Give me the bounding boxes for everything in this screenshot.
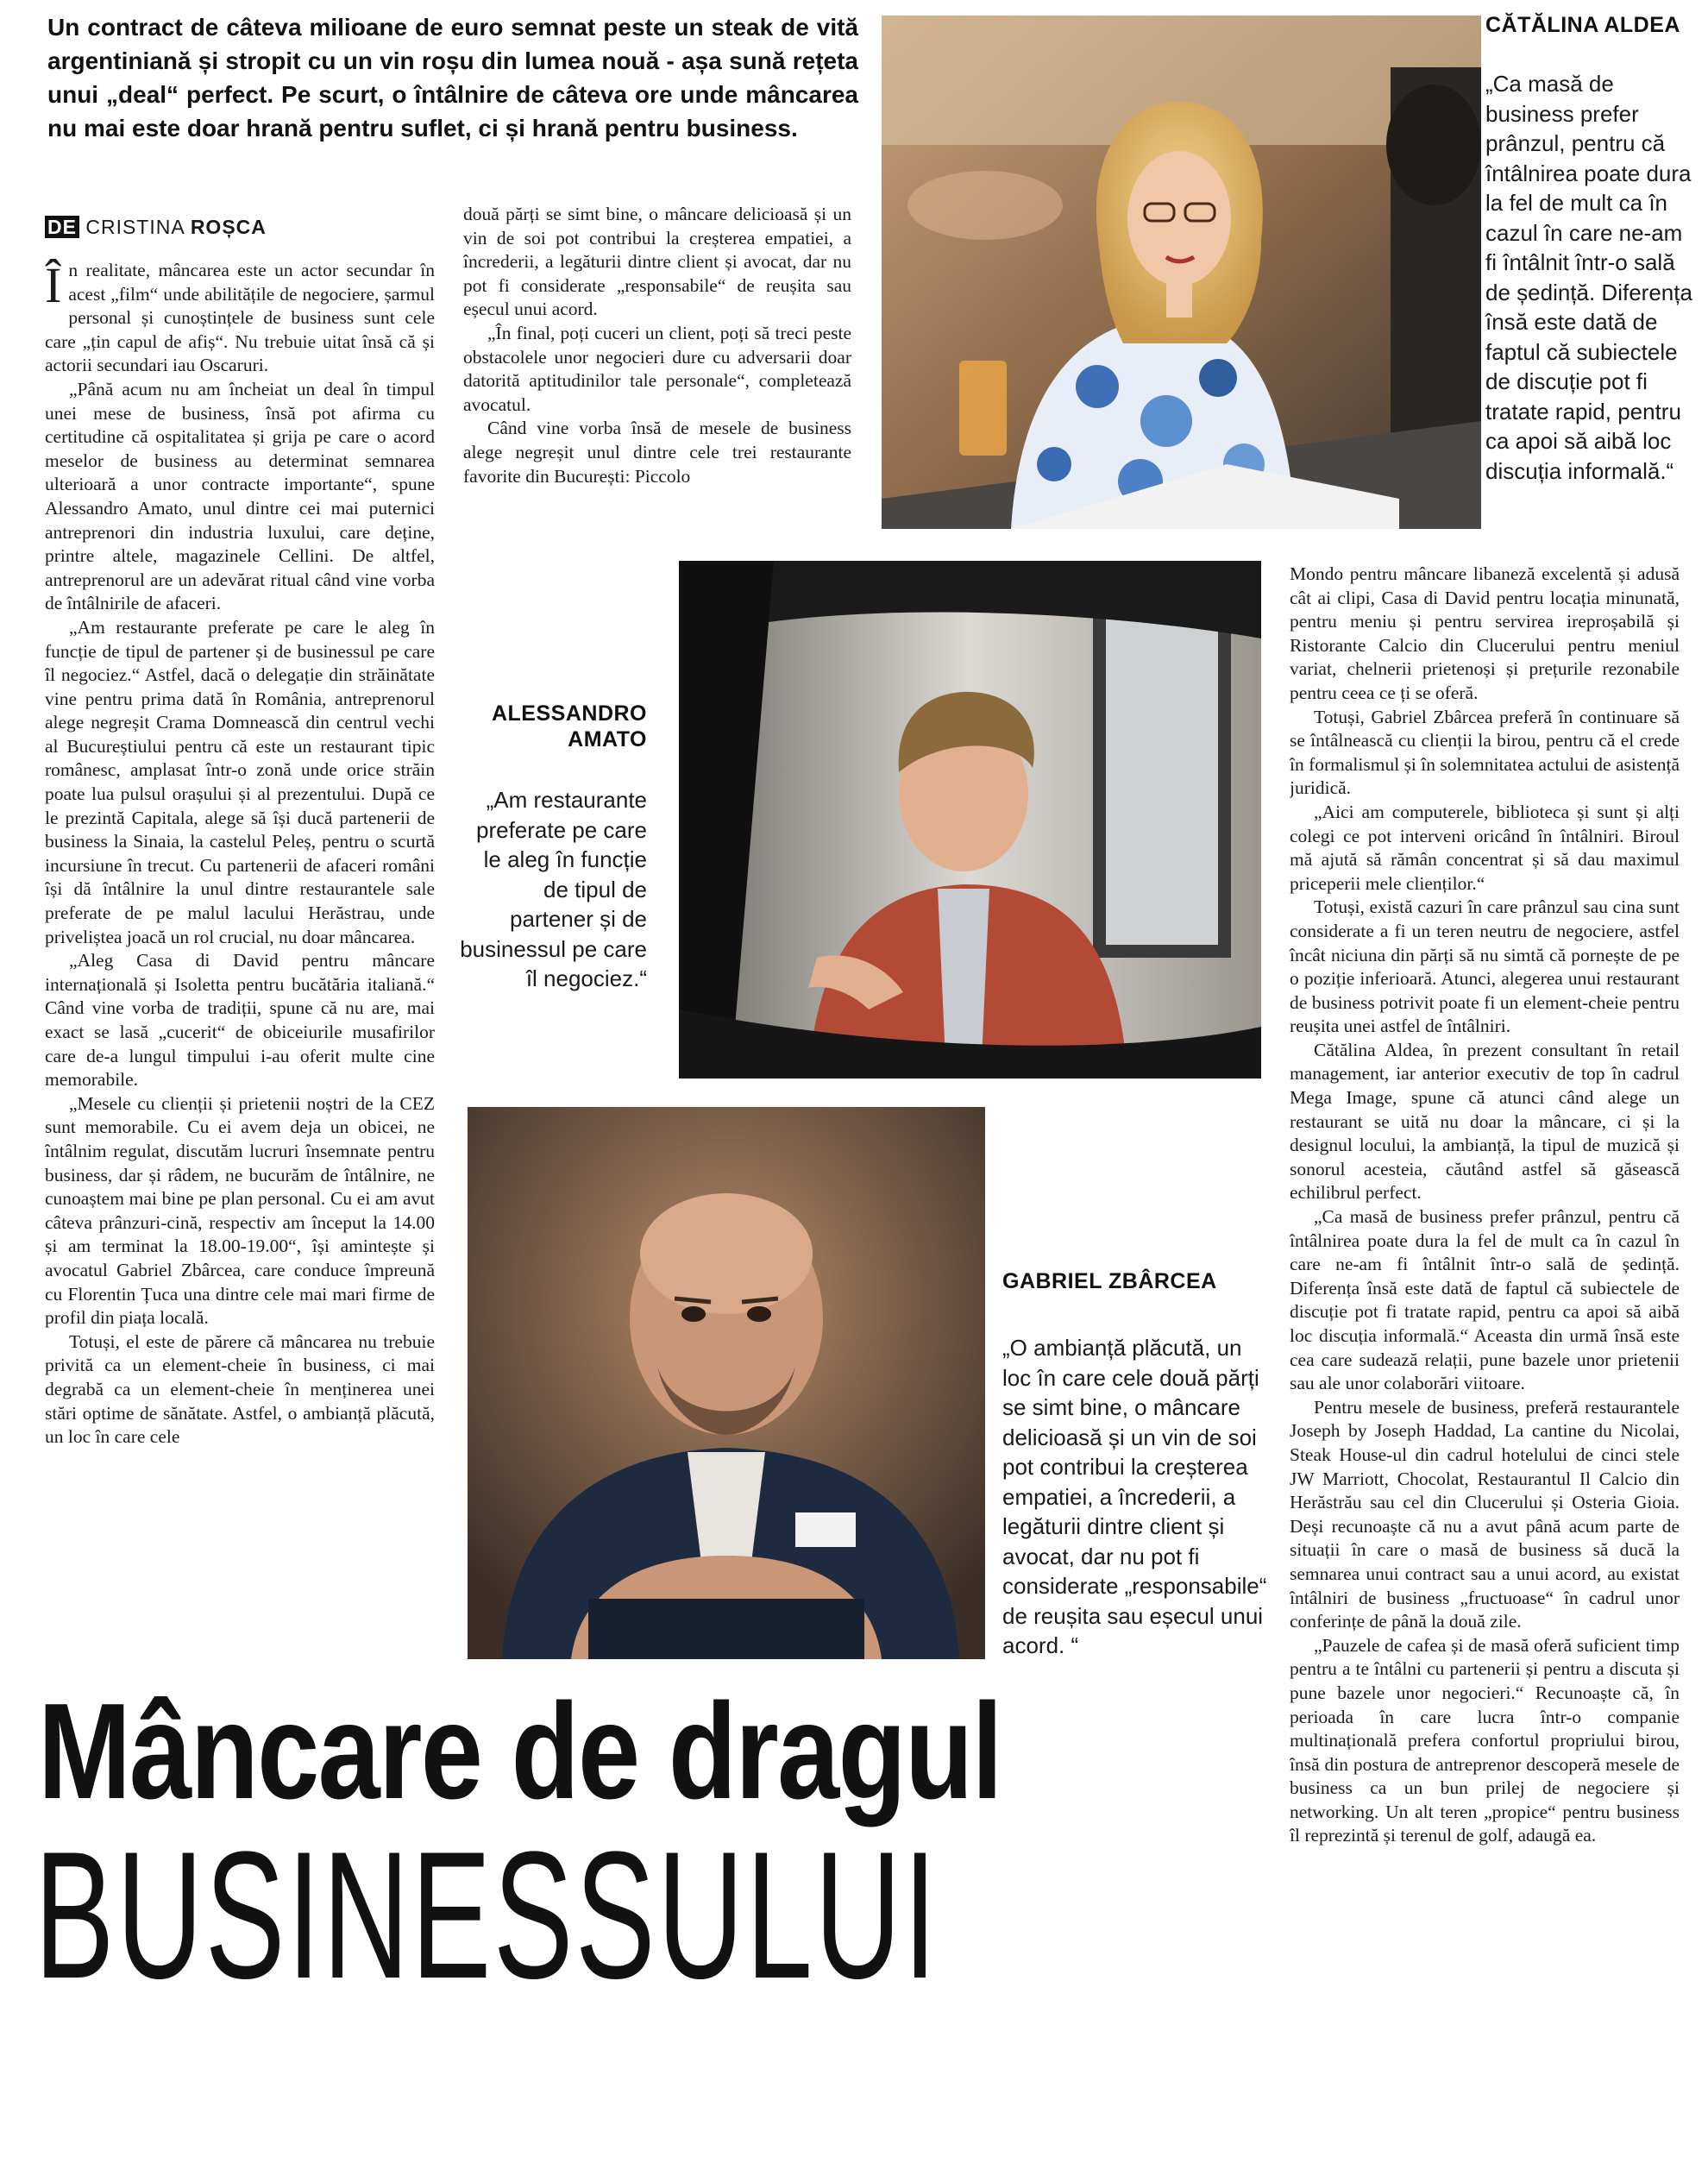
article-paragraph: „Pauzele de cafea și de masă oferă suficient timp pentru a te întâlni cu partenerii și pentru a discuta și pune bazele unor negocieri.“ Recunoaște că, în perioada în care lucra într-o companie multinațională prefera confortul propriului birou, însă din postura de antreprenor descoperă mesele de business ca un bun prilej de negociere și networking. Un alt teren „propice“ pentru business îl reprezintă și terenul de golf, adaugă ea. <box>1290 1634 1680 1846</box>
article-paragraph: „Aici am computerele, biblioteca și sunt și alți colegi ce pot interveni oricând în întâlniri. Biroul mă ajută să rămân concentrat și să dau maximul priceperii mele clienților.“ <box>1290 801 1680 894</box>
lead-paragraph: Un contract de câteva milioane de euro semnat peste un steak de vită argentiniană și stropit cu un vin roșu din lumea nouă - așa sună rețeta unui „deal“ perfect. Pe scurt, o întâlnire de câteva ore unde mâncarea nu mai este doar hrană pentru suflet, ci și hrană pentru business. <box>47 14 858 141</box>
byline-first-name: CRISTINA <box>85 216 185 238</box>
pull-quote-catalina: „Ca masă de business prefer prânzul, pentru că întâlnirea poate dura la fel de mult ca în cazul în care ne-am fi întâlnit într-o sală de ședință. Diferența însă este dată de faptul că subiectele de discuție pot fi tratate rapid, pentru ca apoi să aibă loc discuția informală.“ <box>1485 71 1692 484</box>
byline <box>45 216 442 239</box>
quote-name-alessandro: ALESSANDRO AMATO <box>491 701 647 751</box>
byline-prefix: DE <box>45 216 79 238</box>
byline-last-name: ROȘCA <box>190 216 267 238</box>
article-paragraph: Când vine vorba însă de mesele de business alege negreșit unul dintre cele trei restaurante favorite din București: Piccolo <box>463 418 851 487</box>
photo-alessandro-amato <box>679 561 1261 1078</box>
quote-name-gabriel: GABRIEL ZBÂRCEA <box>1002 1269 1217 1293</box>
article-paragraph: „Am restaurante preferate pe care le aleg în funcție de tipul de partener și de businessul pe care îl negociez.“ Astfel, dacă o delegație din străinătate vine pentru prima dată în România, antreprenorul alege negreșit Crama Domnească din centrul vechi al Bucureștiului pentru că este un restaurant tipic românesc, amplasat într-o zonă unde orice străin poate lua pulsul orașului și al prezentului. După ce le prezintă Capitala, alege să își ducă partenerii de business la Sinaia, la castelul Peleș, pentru o scurtă incursiune în trecut. Cu partenerii de afaceri români își dă întâlnire la unul dintre restaurantele sale preferate de pe malul lacului Herăstrau, unde priveliștea joacă un rol crucial, nu doar mâncarea. <box>45 616 435 947</box>
article-paragraph: „Aleg Casa di David pentru mâncare internațională și Isoletta pentru bucătăria italiană.“ Când vine vorba de tradiții, spune că nu are, mai exact se lasă „cucerit“ de obiceiurile musafirilor care de-a lungul timpului i-au oferit multe cine memorabile. <box>45 950 435 1091</box>
article-paragraph: Totuși, Gabriel Zbârcea preferă în continuare să se întâlnească cu clienții la birou, pentru că el crede în formalismul și în solemnitatea actului de asistență juridică. <box>1290 706 1680 799</box>
article-column-1 <box>45 259 435 1650</box>
pull-quote-alessandro: „Am restaurante preferate pe care le aleg în funcție de tipul de partener și de businessul pe care îl negociez.“ <box>460 787 647 991</box>
article-paragraph: „Până acum nu am încheiat un deal în timpul unei mese de business, însă pot afirma cu certitudine că ospitalitatea și grija pe care o acord meselor de business au determinat semnarea ulterioară a unor contracte importante“, spune Alessandro Amato, unul dintre cei mai puternici antreprenori din industria luxului, care deține, printre altele, magazinele Cellini. De altfel, antreprenorul are un adevărat ritual când vine vorba de întâlnirile de afaceri. <box>45 378 435 614</box>
photo-catalina-aldea <box>882 16 1481 529</box>
article-paragraph: „Mesele cu clienții și prietenii noștri de la CEZ sunt memorabile. Cu ei avem deja un obicei, ne întâlnim regulat, discutăm lucruri însemnate pentru business, dar și râdem, ne bucurăm de întâlnire, ne cunoaștem mai bine pe plan personal. Cu ei am avut câteva prânzuri-cină, respectiv am început la 14.00 și am terminat la 18.00-19.00“, își amintește și avocatul Gabriel Zbârcea, care conduce împreună cu Florentin Țuca una dintre cele mai mari firme de profil din piața locală. <box>45 1092 435 1329</box>
article-paragraph: În realitate, mâncarea este un actor secundar în acest „film“ unde abilitățile de negociere, șarmul personal și cunoștințele de business sunt cele care „țin capul de afiș“. Nu trebuie uitat însă că și actorii secundari iau Oscaruri. <box>45 259 435 376</box>
article-column-3 <box>1290 563 1680 2107</box>
headline-line-2: BUSINESSULUI <box>35 1814 939 2016</box>
article-paragraph: „Ca masă de business prefer prânzul, pentru că întâlnirea poate dura la fel de mult ca în cazul în care ne-am fi întâlnit într-o sală de ședință. Diferența însă este dată de faptul că subiectele de discuție pot fi tratate rapid, pentru ca apoi să aibă loc discuția informală.“ Aceasta din urmă însă este cea care sudează relații, pune bazele unor prietenii sau ale unor colaborări viitoare. <box>1290 1206 1680 1394</box>
photo-gabriel-zbarcea <box>468 1107 985 1659</box>
quote-name-catalina: CĂTĂLINA ALDEA <box>1485 13 1680 37</box>
article-paragraph: „În final, poți cuceri un client, poți să treci peste obstacolele unor negocieri dure cu adversarii doar datorită aptitudinilor tale personale“, completează avocatul. <box>463 322 851 415</box>
article-paragraph: Pentru mesele de business, preferă restaurantele Joseph by Joseph Haddad, La cantine du Nicolai, Steak House-ul din cadrul hotelului de cinci stele JW Marriott, Chocolat, Restaurantul Il Calcio din Herăstrău sau cel din Clucerului și Osteria Gioia. Deși recunoaște că nu a avut până acum parte de situații în care o masă de business să ducă la semnarea unui contract sau a unui acord, au existat întâlniri de business „fructuoase“ în cadrul unor conferințe de până la două zile. <box>1290 1396 1680 1632</box>
drop-cap: Î <box>45 259 62 313</box>
article-paragraph: Cătălina Aldea, în prezent consultant în retail management, iar anterior executiv de top în cadrul Mega Image, spune că atunci când alege un restaurant se uită nu doar la mâncare, ci și la designul locului, la ambianță, la tipul de muzică și sonorul acesteia, căutând astfel să găsească echilibrul perfect. <box>1290 1039 1680 1204</box>
article-column-2 <box>463 203 851 515</box>
article-paragraph: Totuși, există cazuri în care prânzul sau cina sunt considerate a fi un teren neutru de negociere, astfel încât niciuna din părți să nu simtă că pornește de pe o poziție inferioară. Atunci, alegerea unui restaurant de business potrivit poate fi un element-cheie pentru reușita unei astfel de întâlniri. <box>1290 896 1680 1037</box>
headline-line-1: Mâncare de dragul <box>38 1676 1002 1827</box>
article-paragraph: Mondo pentru mâncare libaneză excelentă și adusă cât ai clipi, Casa di David pentru locația minunată, pentru meniu și pentru servirea ireproșabilă și Ristorante Calcio din Clucerului pentru meniul variat, chelnerii prietenoși și prețurile rezonabile pentru ceea ce ți se oferă. <box>1290 563 1680 703</box>
pull-quote-gabriel: „O ambianță plăcută, un loc în care cele două părți se simt bine, o mâncare delicioasă și un vin de soi pot contribui la creșterea empatiei, a încrederii, a legăturii dintre client și avocat, dar nu pot fi considerate „responsabile“ de reușita sau eșecul unui acord. “ <box>1002 1335 1267 1658</box>
article-paragraph: Totuși, el este de părere că mâncarea nu trebuie privită ca un element-cheie în business, ci mai degrabă ca un element-cheie în menținerea unei stări optime de sănătate. Astfel, o ambianță plăcută, un loc în care cele <box>45 1330 435 1448</box>
article-paragraph: două părți se simt bine, o mâncare delicioasă și un vin de soi pot contribui la creșterea empatiei, a încrederii, a legăturii dintre client și avocat, dar nu pot fi considerate „responsabile“ de reușita sau eșecul unui acord. <box>463 204 851 320</box>
